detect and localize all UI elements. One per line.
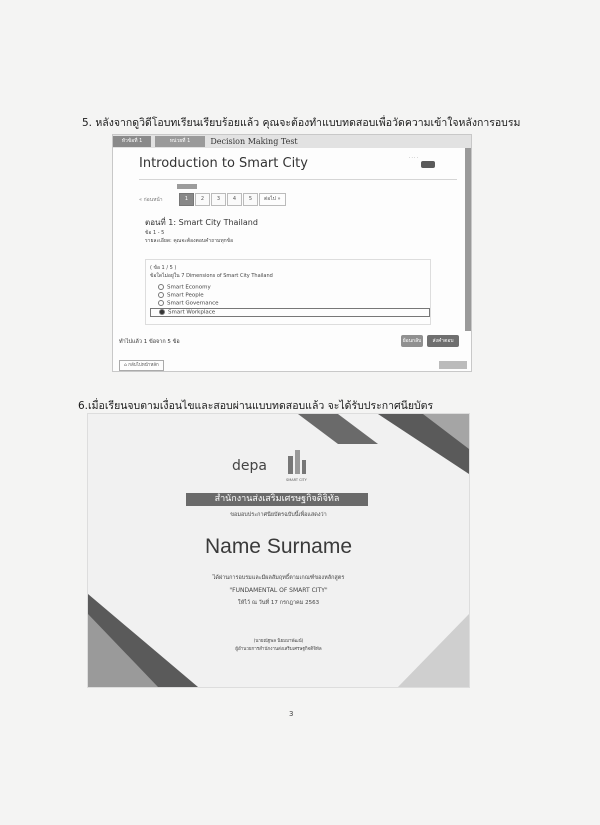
pager-prev[interactable]: « ก่อนหน้า [139,197,163,203]
scrollbar[interactable] [465,148,471,331]
option-2[interactable]: Smart People [158,292,204,299]
lesson-info: ข้อ 1 - 5 [145,230,165,236]
question-number: ( ข้อ 1 / 5 ) [150,265,177,271]
signer-title: ผู้อำนวยการสำนักงานส่งเสริมเศรษฐกิจดิจิทัล [235,647,322,652]
course-name: "FUNDAMENTAL OF SMART CITY" [229,587,328,594]
radio-icon[interactable] [158,284,164,290]
pager-badge [177,184,197,189]
back-right-button[interactable] [439,361,467,369]
step6-heading: 6.เมื่อเรียนจบตามเงื่อนไขและสอบผ่านแบบทดสอบแล้ว จะได้รับประกาศนียบัตร [78,400,434,412]
smart-city-logo-icon [288,450,306,474]
depa-logo: depa [232,458,267,474]
top-right-button[interactable] [421,161,435,168]
certificate-subtext: ขอมอบประกาศนียบัตรฉบับนี้เพื่อแสดงว่า [230,512,327,518]
title-divider [139,179,457,180]
question-text: ข้อใดไม่อยู่ใน 7 Dimensions of Smart City Thailand [150,273,273,279]
option-1[interactable]: Smart Economy [158,284,211,291]
pager-page-2[interactable]: 2 [195,193,210,206]
top-right-label: · · · · [409,155,418,160]
top-stripe [298,414,378,444]
certificate-date: ให้ไว้ ณ วันที่ 17 กรกฎาคม 2563 [237,600,320,606]
signer-name: (นายณัฐพล นิยมมาพัฒน์) [253,639,304,644]
option-4-selected[interactable]: Smart Workplace [150,308,430,317]
option-3[interactable]: Smart Governance [158,300,219,307]
home-icon: ⌂ [124,363,129,368]
previous-button[interactable]: ย้อนกลับ [401,335,423,347]
lesson-details: รายละเอียด: คุณจะต้องตอบคำถามทุกข้อ [145,238,234,244]
radio-icon[interactable] [158,300,164,306]
submit-button[interactable]: ส่งคำตอบ [427,335,459,347]
back-home-link[interactable]: ⌂ กลับไปหน้าหลัก [119,360,164,371]
progress-text: ทำไปแล้ว 1 ข้อจาก 5 ข้อ [119,339,180,345]
radio-icon[interactable] [158,292,164,298]
smart-city-logo-text: SMART CITY [286,478,307,482]
step5-heading: 5. หลังจากดูวิดีโอบทเรียนเรียบร้อยแล้ว คุณจะต้องทำแบบทดสอบเพื่อวัดความเข้าใจหลังการอบรม [82,117,521,129]
tab-bar [113,135,471,148]
pager-page-3[interactable]: 3 [211,193,226,206]
organization-bar: สำนักงานส่งเสริมเศรษฐกิจดิจิทัล [186,493,368,506]
course-title: Introduction to Smart City [139,156,308,171]
pager-next[interactable]: ต่อไป » [259,193,286,206]
lesson-title: ตอนที่ 1: Smart City Thailand [145,218,258,227]
tab-decision-test[interactable]: Decision Making Test [210,137,298,146]
pager-page-1[interactable]: 1 [179,193,194,206]
radio-selected-icon[interactable] [159,309,165,315]
page-number: 3 [289,710,294,718]
pager-page-5[interactable]: 5 [243,193,258,206]
question-box [145,259,431,325]
pager-page-4[interactable]: 4 [227,193,242,206]
quiz-screenshot [112,134,472,372]
certificate [87,413,470,688]
completion-text: ได้ผ่านการอบรมและมีผลสัมฤทธิ์ตามเกณฑ์ของหลักสูตร [212,575,345,581]
tab-topic[interactable]: หัวข้อที่ 1 [113,136,151,147]
tab-unit[interactable]: หน่วยที่ 1 [155,136,205,147]
recipient-name: Name Surname [204,535,353,558]
